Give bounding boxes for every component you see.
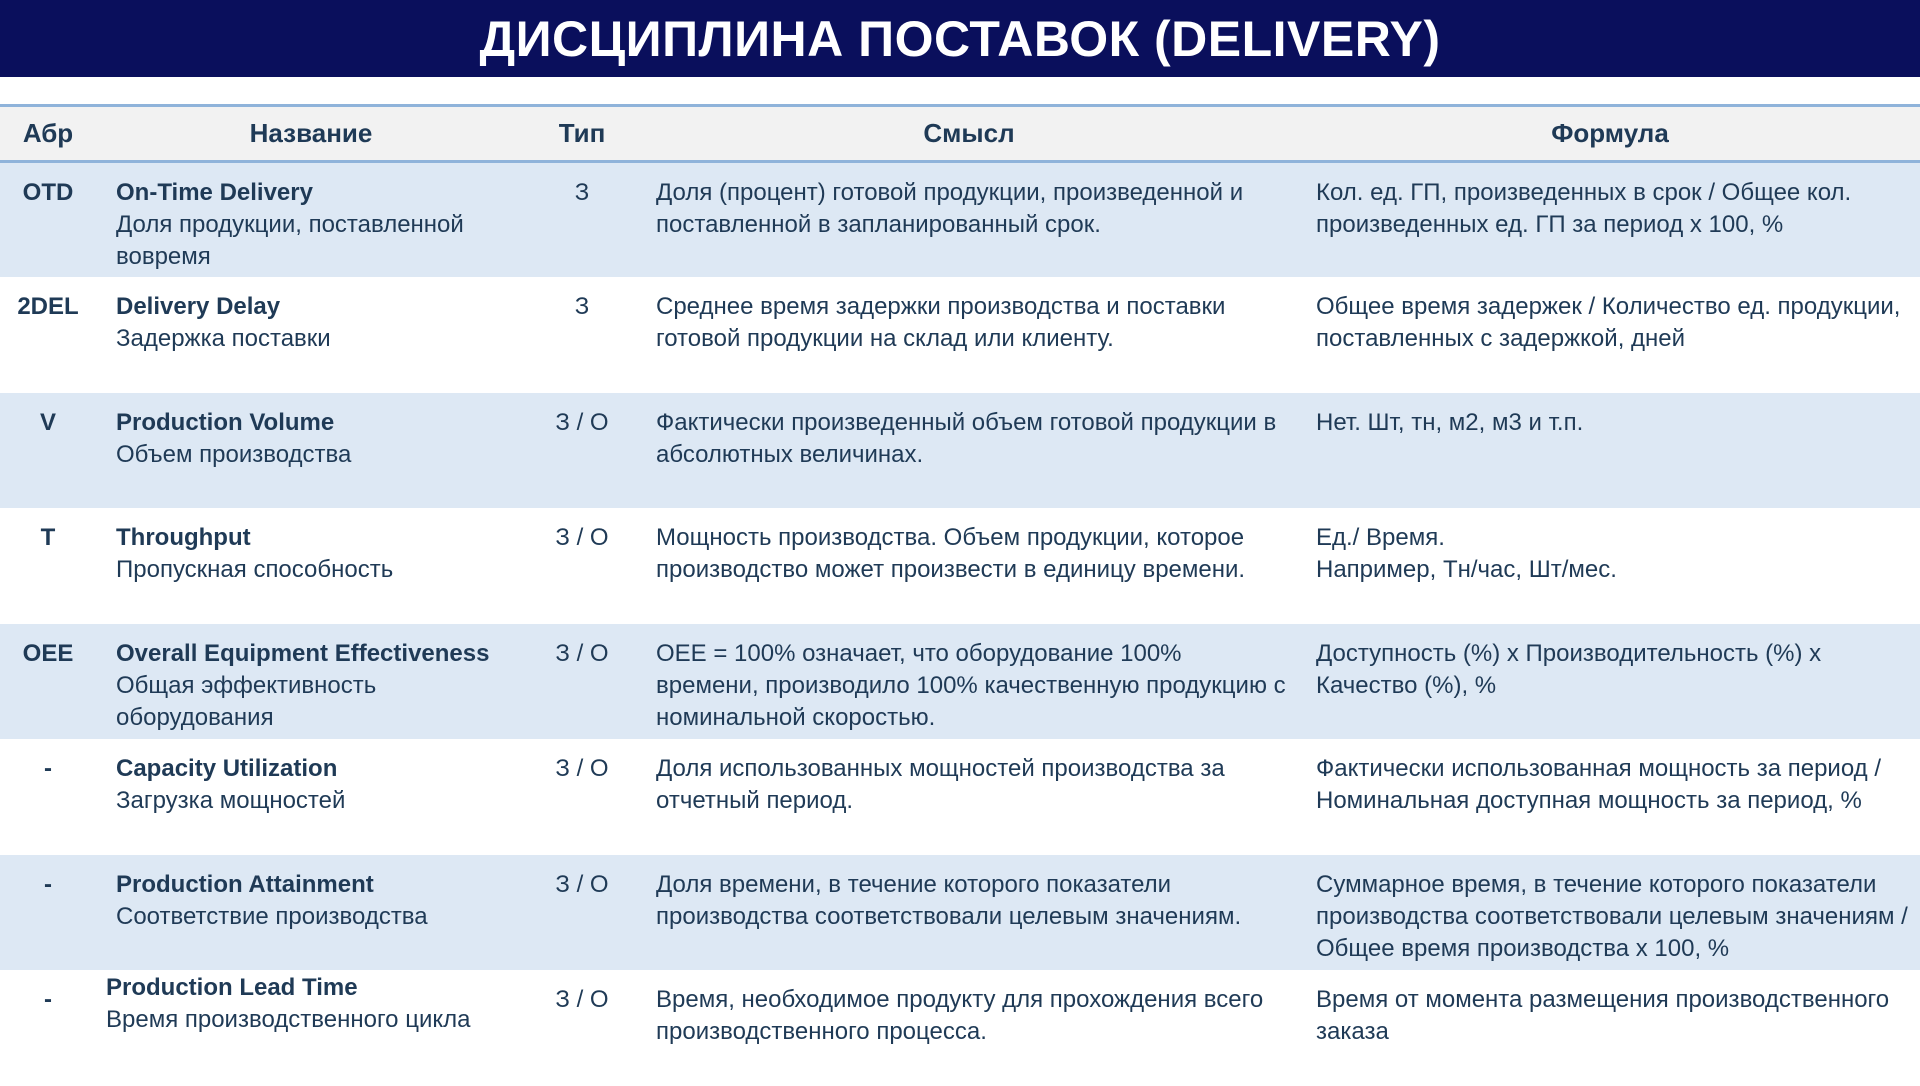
name-cell xyxy=(96,162,526,278)
sense-cell: Время, необходимое продукту для прохождения всего производственного процесса. xyxy=(656,986,1264,1045)
formula-cell: Фактически использованная мощность за период / Номинальная доступная мощность за период, % xyxy=(1316,755,1881,814)
abbr-cell: OTD xyxy=(22,179,74,206)
formula-cell: Кол. ед. ГП, произведенных в срок / Общее кол. произведенных ед. ГП за период х 100, % xyxy=(1316,179,1852,238)
sense-cell: Среднее время задержки производства и поставки готовой продукции на склад или клиенту. xyxy=(656,293,1226,352)
name-ru: Загрузка мощностей xyxy=(116,787,346,814)
formula-cell: Доступность (%) х Производительность (%) х Качество (%), % xyxy=(1316,639,1822,699)
name-cell xyxy=(96,970,526,1086)
type-cell: З / О xyxy=(555,870,609,898)
abbr-cell: OEE xyxy=(22,639,74,667)
name-ru: Время производственного цикла xyxy=(106,1006,471,1033)
name-cell xyxy=(96,624,526,740)
name-en: Production Lead Time xyxy=(106,974,358,1001)
table-row xyxy=(0,162,1920,278)
abbr-cell: - xyxy=(44,870,52,898)
page-title: ДИСЦИПЛИНА ПОСТАВОК (DELIVERY) xyxy=(479,10,1441,67)
sense-cell: Доля времени, в течение которого показатели производства соответствовали целевым значениям. xyxy=(656,870,1242,930)
name-cell xyxy=(96,277,526,393)
abbr-cell: T xyxy=(40,524,56,551)
table-header-row xyxy=(0,106,1920,162)
name-ru: Объем производства xyxy=(116,440,352,468)
abbr-cell: - xyxy=(44,755,52,782)
sense-cell: OEE = 100% означает, что оборудование 100% времени, производило 100% качественную продукцию с номинальной скоростью. xyxy=(656,639,1286,731)
header-abbr: Абр xyxy=(22,118,74,148)
name-cell xyxy=(96,393,526,509)
formula-cell: Нет. Шт, тн, м2, м3 и т.п. xyxy=(1316,408,1584,436)
type-cell: З xyxy=(574,179,590,206)
name-en: Production Attainment xyxy=(116,870,374,898)
type-cell: З / О xyxy=(555,639,609,667)
table-row xyxy=(0,277,1920,393)
abbr-cell: V xyxy=(39,408,56,436)
name-cell xyxy=(96,508,526,624)
sense-cell: Доля использованных мощностей производства за отчетный период. xyxy=(656,755,1225,814)
type-cell: З / О xyxy=(555,986,609,1013)
name-en: On-Time Delivery xyxy=(116,179,313,206)
name-ru: Задержка поставки xyxy=(116,325,331,352)
name-en: Production Volume xyxy=(116,408,335,436)
table-row xyxy=(0,393,1920,509)
formula-line: Ед./ Время. xyxy=(1316,524,1445,551)
name-en: Overall Equipment Effectiveness xyxy=(116,639,490,667)
formula-cell: Время от момента размещения производственного заказа xyxy=(1316,986,1890,1045)
table-row xyxy=(0,508,1920,624)
formula-cell: Общее время задержек / Количество ед. продукции, поставленных с задержкой, дней xyxy=(1316,293,1901,352)
sense-cell: Доля (процент) готовой продукции, произведенной и поставленной в запланированный срок. xyxy=(656,179,1244,238)
name-ru: Соответствие производства xyxy=(116,902,428,930)
header-sense: Смысл xyxy=(923,118,1015,148)
header-name: Название xyxy=(249,118,373,148)
table-row xyxy=(0,739,1920,855)
header-type: Тип xyxy=(558,118,606,148)
name-en: Delivery Delay xyxy=(116,293,281,320)
title-bar xyxy=(0,0,1920,77)
name-ru: Общая эффективность оборудования xyxy=(116,671,377,731)
formula-line: Например, Тн/час, Шт/мес. xyxy=(1316,556,1617,583)
header-formula: Формула xyxy=(1551,118,1669,148)
type-cell: З / О xyxy=(555,755,609,782)
name-en: Capacity Utilization xyxy=(116,755,338,782)
formula-cell: Суммарное время, в течение которого показатели производства соответствовали целевым значениям / Общее время производства х 100, % xyxy=(1316,870,1908,962)
formula-cell xyxy=(1300,508,1920,624)
type-cell: З / О xyxy=(555,524,609,551)
abbr-cell: - xyxy=(44,986,52,1013)
sense-cell: Мощность производства. Объем продукции, которое производство может произвести в единицу времени. xyxy=(656,524,1246,583)
name-ru: Доля продукции, поставленной вовремя xyxy=(116,211,464,270)
name-ru: Пропускная способность xyxy=(116,556,394,583)
table-row xyxy=(0,855,1920,971)
kpi-table xyxy=(0,104,1920,1086)
name-cell xyxy=(96,855,526,971)
type-cell: З xyxy=(574,293,590,320)
sense-cell: Фактически произведенный объем готовой продукции в абсолютных величинах. xyxy=(656,408,1277,468)
table-row xyxy=(0,624,1920,740)
name-cell xyxy=(96,739,526,855)
name-en: Throughput xyxy=(116,524,251,551)
abbr-cell: 2DEL xyxy=(17,293,79,320)
type-cell: З / О xyxy=(555,408,609,436)
table-row xyxy=(0,970,1920,1086)
